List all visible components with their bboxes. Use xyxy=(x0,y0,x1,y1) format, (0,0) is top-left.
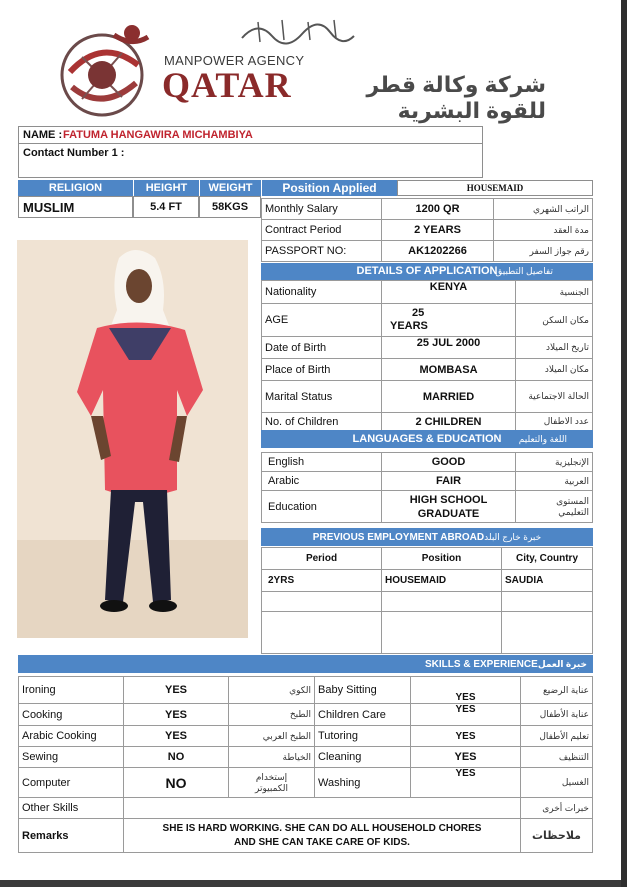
skills-table xyxy=(18,676,593,853)
job-table xyxy=(261,198,593,262)
remarks-row xyxy=(19,819,593,853)
children-label: No. of Children xyxy=(262,413,382,431)
nationality-row xyxy=(262,281,593,304)
skill-cooking-value: YES xyxy=(124,704,229,726)
employment-position: HOUSEMAID xyxy=(382,570,502,592)
contact-label: Contact Number 1 : xyxy=(23,147,125,159)
arabic-row xyxy=(262,472,593,491)
agency-name-arabic: شركة وكالة قطر للقوة البشرية xyxy=(366,72,546,123)
skill-childrencare-label: Children Care xyxy=(315,704,411,726)
arabic-label: Arabic xyxy=(262,472,382,491)
arabic-arabic: العربية xyxy=(516,472,593,491)
salary-label: Monthly Salary xyxy=(262,199,382,220)
candidate-photo xyxy=(17,240,248,638)
skill-arabiccooking-label: Arabic Cooking xyxy=(19,726,124,747)
age-number: 25 xyxy=(412,307,425,319)
employment-city: SAUDIA xyxy=(502,570,593,592)
skill-computer-arabic-line1: إستخدام xyxy=(255,771,288,782)
salary-value: 1200 QR xyxy=(382,199,494,220)
skill-sewing-label: Sewing xyxy=(19,747,124,768)
nationality-arabic: الجنسية xyxy=(516,281,593,304)
dob-value: 25 JUL 2000 xyxy=(382,337,516,359)
age-label: AGE xyxy=(262,304,382,337)
skill-washing-value: YES xyxy=(411,768,521,798)
employment-title: PREVIOUS EMPLOYMENT ABROAD xyxy=(312,532,485,543)
age-arabic: مكان السكن xyxy=(516,304,593,337)
education-line1: HIGH SCHOOL xyxy=(409,493,488,506)
salary-arabic: الراتب الشهري xyxy=(494,199,593,220)
skills-row xyxy=(19,677,593,704)
english-arabic: الإنجليزية xyxy=(516,453,593,472)
english-value: GOOD xyxy=(382,453,516,472)
marital-row xyxy=(262,381,593,413)
skill-childrencare-arabic: عناية الأطفال xyxy=(521,704,593,726)
skill-ironing-label: Ironing xyxy=(19,677,124,704)
education-arabic-line2: التعليمي xyxy=(558,506,589,517)
skills-row xyxy=(19,704,593,726)
skill-ironing-arabic: الكوي xyxy=(229,677,315,704)
english-label: English xyxy=(262,453,382,472)
skills-row xyxy=(19,768,593,798)
other-skills-row xyxy=(19,798,593,819)
skill-arabiccooking-value: YES xyxy=(124,726,229,747)
other-skills-arabic: خبرات أخرى xyxy=(521,798,593,819)
height-value: 5.4 FT xyxy=(133,196,199,218)
nationality-value: KENYA xyxy=(382,281,516,304)
education-arabic-line1: المستوى xyxy=(556,495,589,506)
education-line2: GRADUATE xyxy=(417,507,480,520)
period-header: Period xyxy=(262,548,382,570)
employment-row xyxy=(262,570,593,592)
languages-table xyxy=(261,452,593,523)
passport-row xyxy=(262,241,593,262)
passport-arabic: رقم جواز السفر xyxy=(494,241,593,262)
application-title-arabic: تفاصيل التطبيق xyxy=(495,266,553,276)
english-row xyxy=(262,453,593,472)
remarks-line1: SHE IS HARD WORKING. SHE CAN DO ALL HOUSEHOLD CHORES xyxy=(162,822,482,834)
education-label: Education xyxy=(262,491,382,523)
employment-position-header: Position xyxy=(382,548,502,570)
children-arabic: عدد الاطفال xyxy=(516,413,593,431)
skill-cooking-arabic: الطبخ xyxy=(229,704,315,726)
name-row xyxy=(18,126,483,144)
contract-value: 2 YEARS xyxy=(382,220,494,241)
dob-label: Date of Birth xyxy=(262,337,382,359)
skills-row xyxy=(19,747,593,768)
contract-row xyxy=(262,220,593,241)
skill-cleaning-value: YES xyxy=(411,747,521,768)
skill-computer-label: Computer xyxy=(19,768,124,798)
children-row xyxy=(262,413,593,431)
marital-value: MARRIED xyxy=(382,381,516,413)
pob-value: MOMBASA xyxy=(382,359,516,381)
application-title: DETAILS OF APPLICATION xyxy=(356,265,498,277)
skill-childrencare-value: YES xyxy=(411,704,521,726)
application-table xyxy=(261,280,593,431)
skill-washing-arabic: الغسيل xyxy=(521,768,593,798)
skill-babysitting-value: YES xyxy=(411,677,521,704)
other-skills-value xyxy=(124,798,521,819)
passport-value: AK1202266 xyxy=(382,241,494,262)
agency-subtitle: MANPOWER AGENCY xyxy=(164,53,305,68)
weight-value: 58KGS xyxy=(199,196,261,218)
employment-period: 2YRS xyxy=(262,570,382,592)
age-value xyxy=(382,304,516,337)
languages-title: LANGUAGES & EDUCATION xyxy=(352,433,502,445)
height-header: HEIGHT xyxy=(133,180,199,196)
employment-empty-row xyxy=(262,612,593,654)
salary-row xyxy=(262,199,593,220)
skill-cooking-label: Cooking xyxy=(19,704,124,726)
skill-sewing-value: NO xyxy=(124,747,229,768)
name-label: NAME : xyxy=(23,129,63,141)
name-value: FATUMA HANGAWIRA MICHAMBIYA xyxy=(63,129,253,141)
skill-computer-arabic xyxy=(229,768,315,798)
skill-arabiccooking-arabic: الطبخ العربي xyxy=(229,726,315,747)
languages-title-arabic: اللغة والتعليم xyxy=(518,434,567,444)
skill-tutoring-arabic: تعليم الأطفال xyxy=(521,726,593,747)
contact-row xyxy=(18,144,483,178)
basmala-calligraphy xyxy=(238,14,358,48)
skill-cleaning-arabic: التنظيف xyxy=(521,747,593,768)
employment-header-row xyxy=(262,548,593,570)
contract-label: Contract Period xyxy=(262,220,382,241)
remarks-arabic: ملاحظات xyxy=(521,819,593,853)
weight-header: WEIGHT xyxy=(199,180,261,196)
agency-logo xyxy=(52,17,158,117)
pob-label: Place of Birth xyxy=(262,359,382,381)
skill-cleaning-label: Cleaning xyxy=(315,747,411,768)
passport-label: PASSPORT NO: xyxy=(262,241,382,262)
dob-arabic: تاريخ الميلاد xyxy=(516,337,593,359)
position-value: HOUSEMAID xyxy=(397,180,593,196)
religion-value: MUSLIM xyxy=(18,196,133,218)
skill-sewing-arabic: الخياطة xyxy=(229,747,315,768)
skills-title: SKILLS & EXPERIENCE xyxy=(425,659,538,670)
agency-name: QATAR xyxy=(162,65,292,105)
remarks-line2: AND SHE CAN TAKE CARE OF KIDS. xyxy=(234,836,410,848)
other-skills-label: Other Skills xyxy=(19,798,124,819)
city-country-header: City, Country xyxy=(502,548,593,570)
position-header: Position Applied xyxy=(261,180,397,196)
skills-title-arabic: خبرة العمل xyxy=(537,659,587,669)
age-unit: YEARS xyxy=(390,320,428,332)
employment-empty-row xyxy=(262,592,593,612)
pob-row xyxy=(262,359,593,381)
education-row xyxy=(262,491,593,523)
application-header xyxy=(261,263,593,280)
dob-row xyxy=(262,337,593,359)
skill-ironing-value: YES xyxy=(124,677,229,704)
skill-tutoring-label: Tutoring xyxy=(315,726,411,747)
skills-header xyxy=(18,655,593,673)
remarks-value xyxy=(124,819,521,853)
education-arabic xyxy=(516,491,593,523)
skill-computer-value: NO xyxy=(124,768,229,798)
skill-babysitting-arabic: عناية الرضيع xyxy=(521,677,593,704)
skill-computer-arabic-line2: الكمبيوتر xyxy=(255,782,288,793)
skill-tutoring-value: YES xyxy=(411,726,521,747)
remarks-label: Remarks xyxy=(19,819,124,853)
employment-table xyxy=(261,547,593,654)
skill-washing-label: Washing xyxy=(315,768,411,798)
skill-babysitting-label: Baby Sitting xyxy=(315,677,411,704)
marital-arabic: الحالة الاجتماعية xyxy=(516,381,593,413)
employment-header xyxy=(261,528,593,546)
arabic-value: FAIR xyxy=(382,472,516,491)
skills-row xyxy=(19,726,593,747)
age-row xyxy=(262,304,593,337)
contract-arabic: مدة العقد xyxy=(494,220,593,241)
education-value xyxy=(382,491,516,523)
religion-header: RELIGION xyxy=(18,180,133,196)
children-value: 2 CHILDREN xyxy=(382,413,516,431)
marital-label: Marital Status xyxy=(262,381,382,413)
employment-title-arabic: خبرة خارج البلد xyxy=(484,532,542,542)
page-border-right xyxy=(621,0,627,887)
nationality-label: Nationality xyxy=(262,281,382,304)
languages-header xyxy=(261,430,593,448)
pob-arabic: مكان الميلاد xyxy=(516,359,593,381)
page-border-bottom xyxy=(0,880,627,887)
